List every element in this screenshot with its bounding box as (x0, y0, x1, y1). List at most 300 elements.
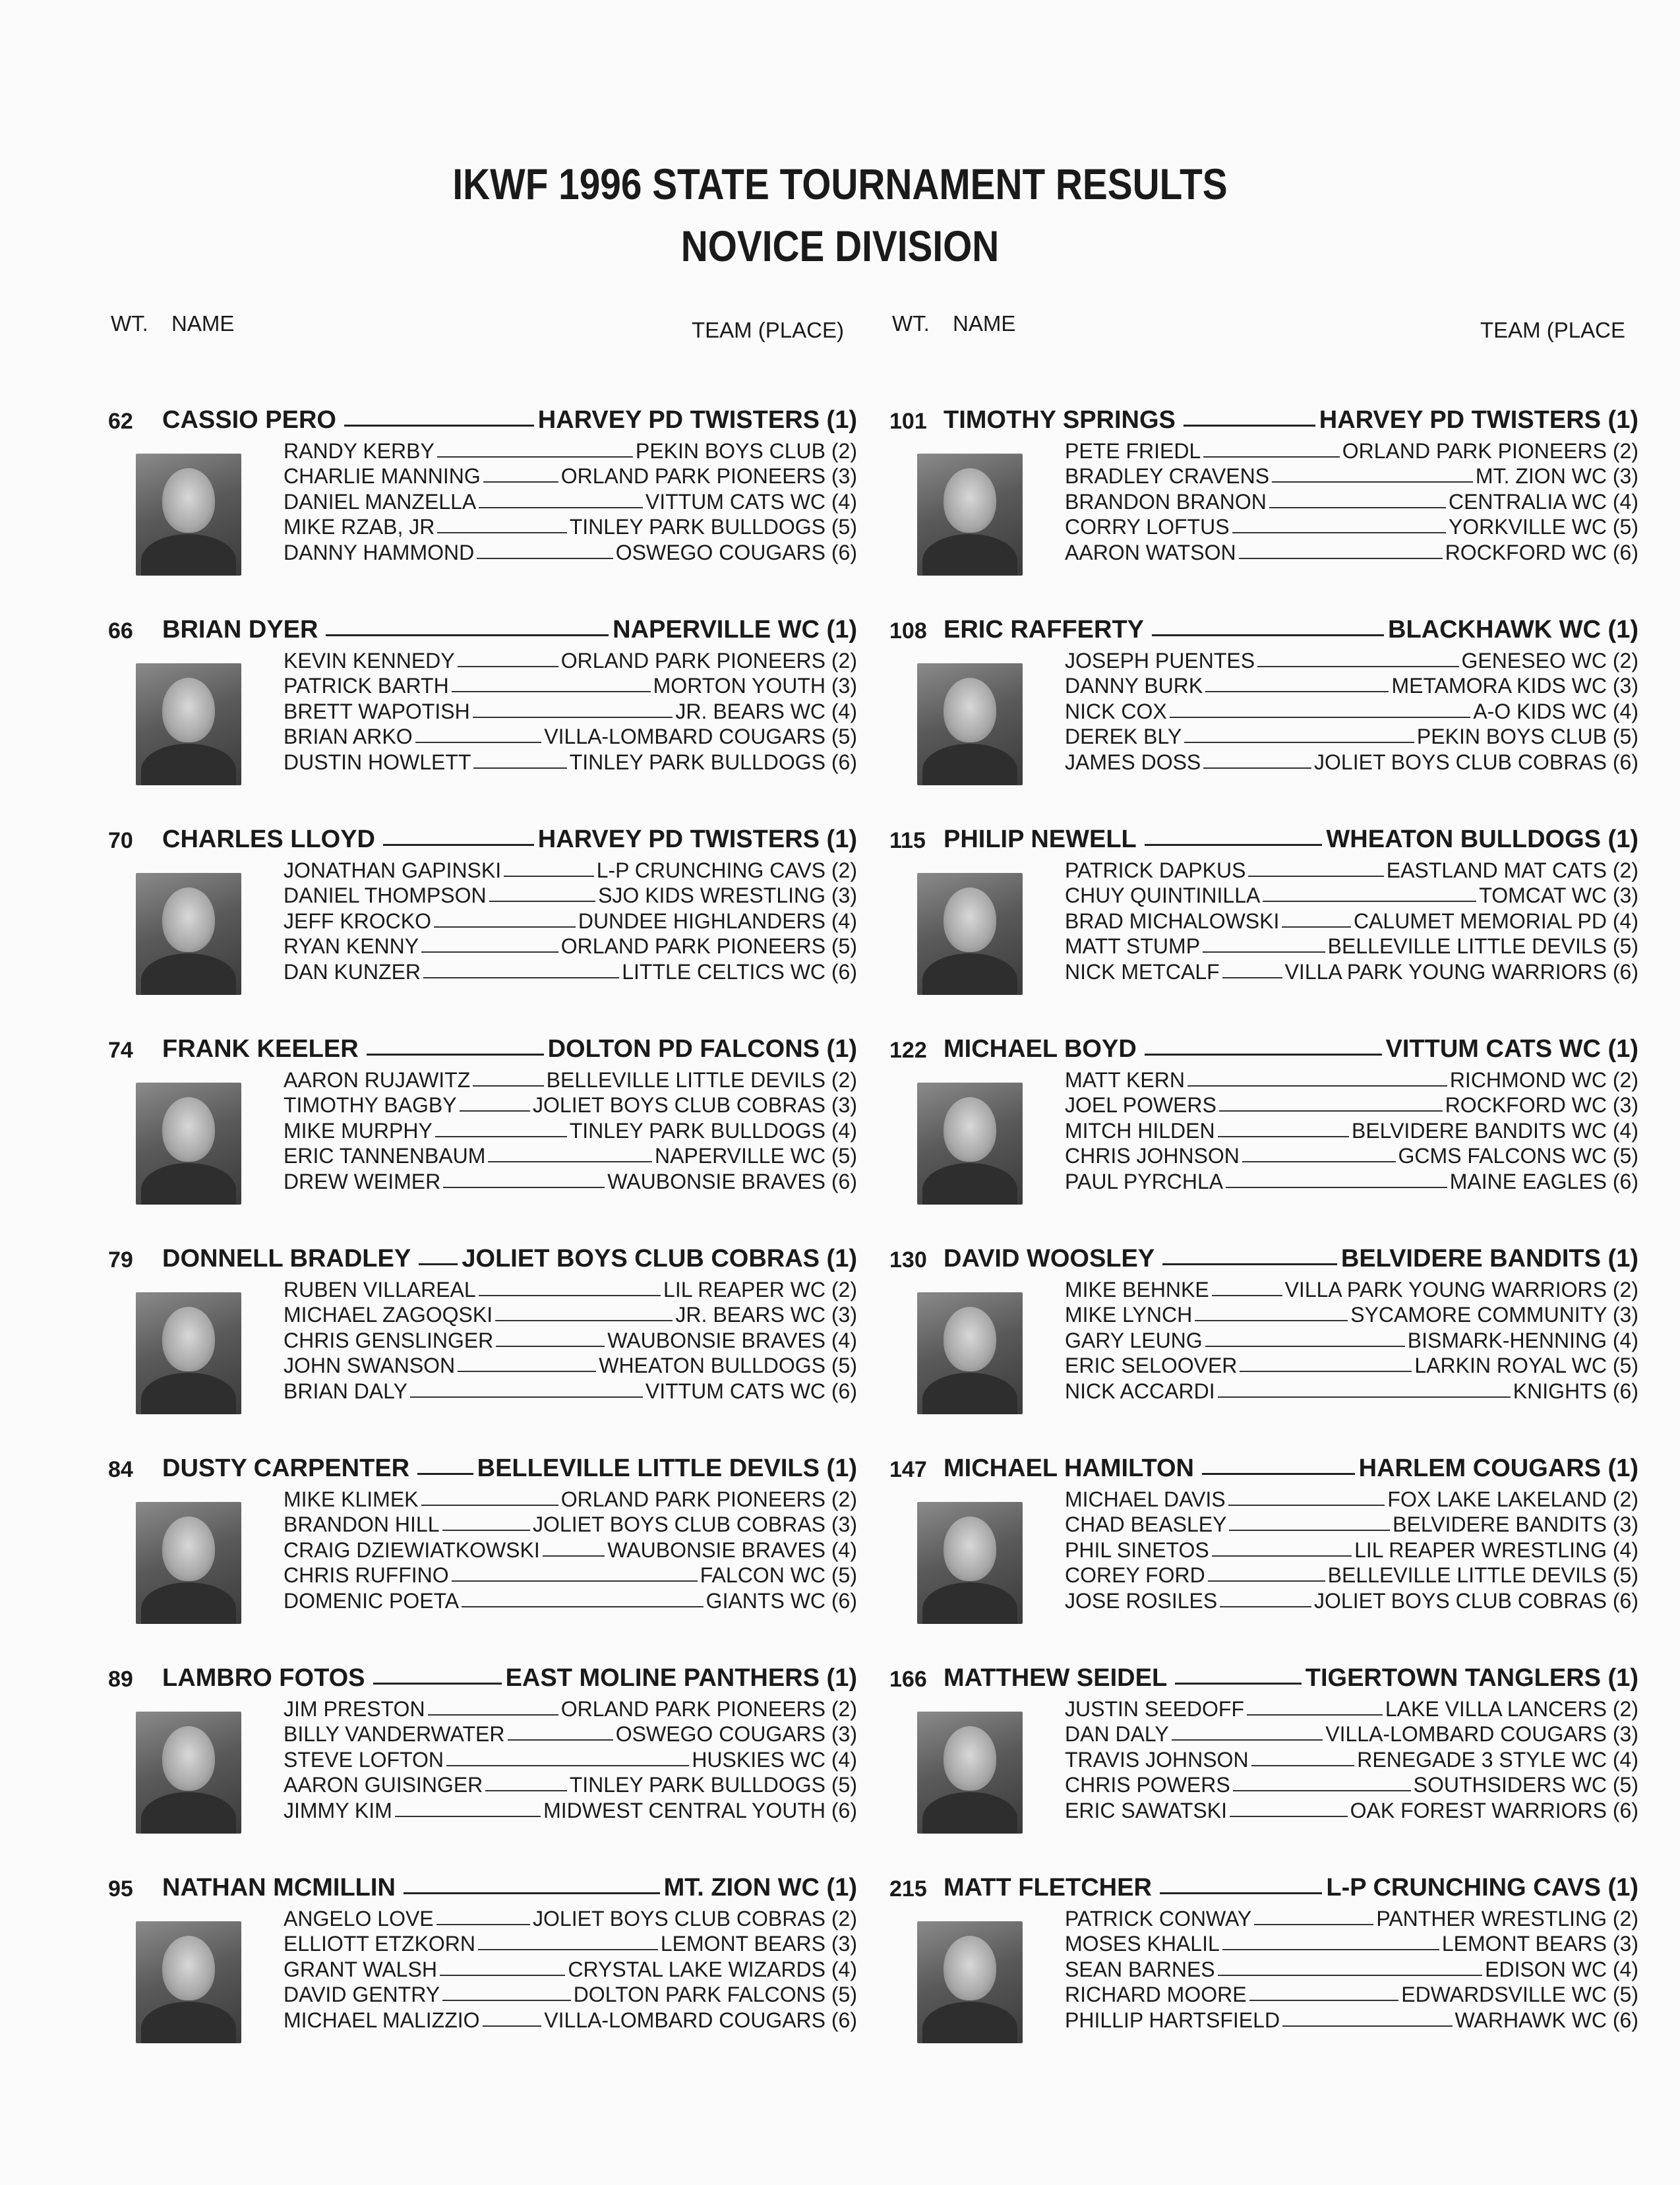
weight-label: 62 (108, 409, 133, 434)
weight-class-block (887, 344, 1638, 564)
leader-line (326, 634, 609, 636)
placings-list (1065, 1905, 1638, 2033)
team-place: TOMCAT WC (3) (1479, 883, 1638, 907)
placings-list (284, 1486, 857, 1613)
placing-row (284, 1747, 857, 1772)
team-place: GENESEO WC (2) (1461, 648, 1638, 673)
placing-row (1065, 1118, 1638, 1143)
wrestler-name: RICHARD MOORE (1065, 1983, 1247, 2006)
team-place: JOLIET BOYS CLUB COBRAS (3) (533, 1512, 857, 1536)
wrestler-name: BRANDON BRANON (1065, 489, 1267, 514)
leader-line (344, 425, 534, 427)
team-place: METAMORA KIDS WC (3) (1391, 674, 1638, 698)
wrestler-name: ERIC TANNENBAUM (284, 1144, 486, 1168)
team-place: VITTUM CATS WC (6) (645, 1379, 857, 1403)
leader-line (1203, 951, 1325, 953)
weight-class-block (105, 1183, 857, 1403)
leader-line (1170, 717, 1471, 718)
wrestler-name: CHRIS JOHNSON (1065, 1144, 1240, 1168)
wrestler-name: JONATHAN GAPINSKI (284, 858, 502, 882)
weight-label: 95 (108, 1876, 133, 1901)
wrestler-name: CHUY QUINTINILLA (1065, 883, 1261, 907)
leader-line (428, 1714, 558, 1716)
team-place: LIL REAPER WC (2) (663, 1277, 857, 1302)
weight-class-block (105, 1602, 857, 1822)
wrestler-name: NICK COX (1065, 699, 1167, 723)
weight-class-block (105, 1812, 857, 2032)
weight-class-block (105, 344, 857, 564)
wrestler-name: PATRICK CONWAY (1065, 1906, 1252, 1931)
team-place: L-P CRUNCHING CAVS (2) (596, 858, 857, 882)
team-place: JR. BEARS WC (4) (675, 699, 857, 723)
team-place: OSWEGO COUGARS (6) (615, 540, 857, 564)
placing-row (284, 1118, 857, 1143)
weight-class-block (105, 1392, 857, 1613)
champion-name: PHILIP NEWELL (944, 825, 1137, 853)
champion-team: L-P CRUNCHING CAVS (1) (1326, 1874, 1638, 1901)
wrestler-name: JOHN SWANSON (284, 1354, 456, 1377)
team-place: BELLEVILLE LITTLE DEVILS (5) (1327, 1563, 1638, 1587)
weight-label: 89 (108, 1667, 133, 1692)
leader-line (479, 507, 643, 508)
champion-team: NAPERVILLE WC (1) (613, 616, 857, 644)
wrestler-name: MIKE RZAB, JR (284, 515, 435, 539)
photo-head-shape (162, 468, 215, 533)
wrestler-name: ERIC SELOOVER (1065, 1354, 1238, 1377)
wrestler-name: ERIC SAWATSKI (1065, 1798, 1227, 1822)
team-place: JR. BEARS WC (3) (675, 1303, 857, 1327)
champion-name: DAVID WOOSLEY (944, 1245, 1155, 1272)
placing-row (1065, 1905, 1638, 1931)
placing-row (1065, 908, 1638, 934)
photo-head-shape (162, 1307, 215, 1371)
weight-header: WT. (111, 311, 148, 336)
champion-line (887, 610, 1638, 644)
leader-line (1229, 1530, 1390, 1531)
placings-list (284, 647, 857, 775)
weight-class-block (887, 1183, 1638, 1403)
wrestler-name: BRANDON HILL (284, 1512, 440, 1536)
placing-row (284, 1956, 857, 1982)
photo-head-shape (162, 1097, 215, 1162)
champion-line (887, 1029, 1638, 1063)
leader-line (1272, 481, 1473, 483)
team-place: FALCON WC (5) (700, 1563, 857, 1587)
placing-row (1065, 1537, 1638, 1563)
champion-line (887, 1868, 1638, 1902)
team-place: TINLEY PARK BULLDOGS (5) (569, 515, 857, 539)
name-header: NAME (171, 311, 235, 336)
team-place: BELLEVILLE LITTLE DEVILS (5) (1327, 934, 1638, 958)
leader-line (1257, 666, 1458, 667)
leader-line (1218, 1136, 1349, 1137)
team-place: SYCAMORE COMMUNITY (3) (1350, 1303, 1638, 1327)
team-place: CRYSTAL LAKE WIZARDS (4) (568, 1957, 857, 1981)
name-header: NAME (953, 311, 1016, 336)
champion-line (105, 1029, 857, 1063)
wrestler-name: JAMES DOSS (1065, 750, 1201, 774)
wrestler-name: PETE FRIEDL (1065, 438, 1201, 463)
wrestler-name: ANGELO LOVE (284, 1906, 434, 1931)
left-results-column (105, 305, 857, 2032)
wrestler-name: DEREK BLY (1065, 725, 1182, 748)
team-place: LITTLE CELTICS WC (6) (622, 959, 857, 984)
placing-row (284, 883, 857, 909)
wrestler-name: MIKE BEHNKE (1065, 1277, 1209, 1302)
placing-row (1065, 1982, 1638, 2008)
placings-list (284, 1696, 857, 1823)
team-place: OSWEGO COUGARS (3) (615, 1722, 857, 1746)
leader-line (1218, 1975, 1482, 1976)
leader-line (435, 1136, 567, 1137)
wrestler-name: DANNY HAMMOND (284, 540, 475, 564)
photo-head-shape (944, 887, 996, 952)
weight-class-block (887, 1602, 1638, 1822)
team-place: VILLA-LOMBARD COUGARS (5) (544, 725, 857, 748)
placings-list (1065, 1486, 1638, 1613)
wrestler-name: BRIAN DALY (284, 1379, 407, 1403)
wrestler-name: AARON WATSON (1065, 540, 1236, 564)
champion-line (887, 1449, 1638, 1483)
wrestler-name: CHRIS GENSLINGER (284, 1328, 494, 1352)
champion-line (105, 1449, 857, 1483)
wrestler-name: CHAD BEASLEY (1065, 1512, 1227, 1536)
weight-label: 74 (108, 1038, 133, 1063)
weight-label: 108 (889, 618, 927, 644)
leader-line (1240, 1371, 1412, 1372)
placings-list (1065, 1067, 1638, 1194)
leader-line (1202, 1473, 1355, 1475)
placing-row (1065, 1327, 1638, 1353)
placing-row (284, 1143, 857, 1169)
leader-line (1172, 1739, 1323, 1741)
champion-team: BLACKHAWK WC (1) (1388, 616, 1638, 644)
placing-row (1065, 1512, 1638, 1538)
champion-name: TIMOTHY SPRINGS (944, 406, 1176, 434)
placing-row (1065, 647, 1638, 673)
leader-line (1219, 1110, 1443, 1112)
placing-row (284, 1537, 857, 1563)
weight-class-block (105, 973, 857, 1193)
champion-line (105, 1239, 857, 1273)
wrestler-name: JIM PRESTON (284, 1696, 425, 1721)
wrestler-name: BRAD MICHALOWSKI (1065, 909, 1280, 933)
leader-line (1222, 1949, 1439, 1950)
wrestler-name: MATT KERN (1065, 1067, 1185, 1092)
weight-label: 101 (889, 409, 927, 434)
photo-head-shape (944, 1936, 996, 2000)
leader-line (543, 1555, 605, 1557)
placing-row (1065, 1747, 1638, 1772)
team-place: SOUTHSIDERS WC (5) (1413, 1773, 1638, 1797)
weight-label: 215 (889, 1876, 927, 1901)
wrestler-name: DAVID GENTRY (284, 1983, 440, 2006)
team-place: SJO KIDS WRESTLING (3) (598, 883, 857, 907)
photo-body-shape (141, 2002, 236, 2043)
champion-team: VITTUM CATS WC (1) (1385, 1035, 1638, 1063)
placing-row (1065, 1931, 1638, 1957)
photo-head-shape (944, 1097, 996, 1162)
leader-line (421, 1505, 558, 1506)
team-place: EDWARDSVILLE WC (5) (1401, 1983, 1638, 2006)
champion-name: BRIAN DYER (162, 616, 318, 644)
team-place: ROCKFORD WC (6) (1445, 540, 1638, 564)
wrestler-name: STEVE LOFTON (284, 1747, 444, 1772)
placing-row (1065, 514, 1638, 540)
leader-line (473, 1085, 543, 1087)
wrestler-name: DANIEL MANZELLA (284, 489, 477, 514)
placing-row (284, 1721, 857, 1747)
wrestler-name: CHRIS POWERS (1065, 1773, 1230, 1797)
title-line-2: NOVICE DIVISION (680, 222, 1000, 270)
champion-name: DONNELL BRADLEY (162, 1245, 411, 1272)
placing-row (284, 724, 857, 750)
team-place: ORLAND PARK PIONEERS (5) (560, 934, 857, 958)
leader-line (1195, 1320, 1348, 1321)
leader-line (1251, 1765, 1355, 1766)
wrestler-name: MIKE MURPHY (284, 1118, 433, 1143)
leader-line (452, 691, 651, 692)
champion-name: CASSIO PERO (162, 406, 336, 434)
wrestler-name: MICHAEL DAVIS (1065, 1487, 1226, 1511)
wrestler-name: GARY LEUNG (1065, 1328, 1203, 1352)
leader-line (1254, 1924, 1373, 1925)
champion-name: MICHAEL BOYD (944, 1035, 1137, 1063)
wrestler-name: CORRY LOFTUS (1065, 515, 1230, 539)
team-place: LEMONT BEARS (3) (1441, 1932, 1638, 1956)
photo-head-shape (162, 1726, 215, 1791)
team-place: GCMS FALCONS WC (5) (1398, 1144, 1638, 1168)
champion-photo (917, 1921, 1023, 2043)
team-place: LARKIN ROYAL WC (5) (1414, 1354, 1638, 1377)
leader-line (508, 1739, 613, 1741)
placings-list (284, 1905, 857, 2033)
wrestler-name: AARON RUJAWITZ (284, 1067, 471, 1092)
champion-name: ERIC RAFFERTY (944, 616, 1144, 644)
leader-line (1242, 1161, 1396, 1162)
placing-row (284, 438, 857, 464)
photo-head-shape (162, 1516, 215, 1581)
weight-class-block (887, 1392, 1638, 1613)
placing-row (1065, 1353, 1638, 1379)
team-place: PEKIN BOYS CLUB (2) (635, 438, 857, 463)
champion-line (887, 1658, 1638, 1692)
leader-line (452, 1580, 698, 1582)
wrestler-name: RYAN KENNY (284, 934, 419, 958)
wrestler-name: JOSEPH PUENTES (1065, 648, 1255, 673)
leader-line (1187, 1085, 1447, 1087)
wrestler-name: BRADLEY CRAVENS (1065, 464, 1270, 488)
leader-line (483, 481, 558, 483)
team-place: CENTRALIA WC (4) (1448, 489, 1638, 514)
team-place: LIL REAPER WRESTLING (4) (1354, 1538, 1638, 1562)
team-place: DUNDEE HIGHLANDERS (4) (578, 909, 857, 933)
placings-list (284, 438, 857, 565)
leader-line (489, 901, 595, 902)
weight-label: 79 (108, 1247, 133, 1272)
team-place: WAUBONSIE BRAVES (4) (607, 1538, 857, 1562)
placing-row (284, 1512, 857, 1538)
leader-line (1152, 634, 1384, 636)
champion-name: DUSTY CARPENTER (162, 1454, 410, 1482)
wrestler-name: DANNY BURK (1065, 674, 1203, 698)
team-place: RICHMOND WC (2) (1449, 1067, 1638, 1092)
placing-row (284, 1353, 857, 1379)
team-place: WAUBONSIE BRAVES (4) (607, 1328, 857, 1352)
champion-team: HARLEM COUGARS (1) (1358, 1454, 1638, 1482)
leader-line (1232, 532, 1446, 533)
wrestler-name: CHARLIE MANNING (284, 464, 481, 488)
leader-line (1212, 1555, 1352, 1557)
weight-label: 166 (889, 1667, 927, 1692)
leader-line (442, 1530, 531, 1531)
placing-row (284, 1276, 857, 1302)
champion-name: LAMBRO FOTOS (162, 1664, 365, 1692)
wrestler-name: JIMMY KIM (284, 1798, 392, 1822)
champion-line (105, 610, 857, 644)
team-place: ORLAND PARK PIONEERS (2) (560, 1487, 857, 1511)
team-place: PEKIN BOYS CLUB (5) (1416, 725, 1638, 748)
placing-row (1065, 1143, 1638, 1169)
weight-label: 130 (889, 1247, 927, 1272)
wrestler-name: JOEL POWERS (1065, 1093, 1216, 1117)
leader-line (442, 2000, 571, 2001)
champion-team: JOLIET BOYS CLUB COBRAS (1) (462, 1245, 857, 1272)
placing-row (1065, 1067, 1638, 1092)
wrestler-name: DANIEL THOMPSON (284, 883, 487, 907)
leader-line (437, 532, 566, 533)
team-place: MORTON YOUTH (3) (653, 674, 857, 698)
wrestler-name: BRIAN ARKO (284, 725, 413, 748)
leader-line (1247, 1714, 1383, 1716)
team-place: VILLA-LOMBARD COUGARS (6) (544, 2008, 857, 2032)
placings-list (1065, 647, 1638, 775)
leader-line (367, 1054, 544, 1056)
team-place: NAPERVILLE WC (5) (654, 1144, 857, 1168)
leader-line (1145, 1054, 1382, 1056)
leader-line (446, 1765, 689, 1766)
placing-row (284, 464, 857, 489)
champion-line (105, 1868, 857, 1902)
photo-head-shape (162, 887, 215, 952)
champion-line (105, 1658, 857, 1692)
team-place: TINLEY PARK BULLDOGS (5) (569, 1773, 857, 1797)
placing-row (284, 1327, 857, 1353)
wrestler-name: DOMENIC POETA (284, 1588, 460, 1613)
photo-head-shape (944, 1307, 996, 1371)
team-place: JOLIET BOYS CLUB COBRAS (6) (1314, 1588, 1638, 1613)
wrestler-name: JOSE ROSILES (1065, 1588, 1218, 1613)
champion-name: MICHAEL HAMILTON (944, 1454, 1194, 1482)
weight-class-block (887, 763, 1638, 984)
wrestler-name: PATRICK BARTH (284, 674, 449, 698)
placing-row (284, 1067, 857, 1092)
team-place: MIDWEST CENTRAL YOUTH (6) (543, 1798, 857, 1822)
weight-label: 115 (889, 828, 926, 853)
placing-row (1065, 464, 1638, 489)
photo-head-shape (944, 1516, 996, 1581)
team-place: JOLIET BOYS CLUB COBRAS (2) (533, 1906, 857, 1931)
weight-class-block (887, 973, 1638, 1193)
team-place: JOLIET BOYS CLUB COBRAS (3) (533, 1093, 857, 1117)
team-place: KNIGHTS (6) (1513, 1379, 1638, 1403)
wrestler-name: PATRICK DAPKUS (1065, 858, 1246, 882)
team-place: HUSKIES WC (4) (692, 1747, 857, 1772)
leader-line (488, 1161, 652, 1162)
wrestler-name: DREW WEIMER (284, 1169, 441, 1193)
weight-header: WT. (892, 311, 930, 336)
champion-team: EAST MOLINE PANTHERS (1) (505, 1664, 857, 1692)
team-place: LEMONT BEARS (3) (660, 1932, 857, 1956)
placing-row (1065, 1302, 1638, 1328)
champion-name: MATTHEW SEIDEL (944, 1664, 1168, 1692)
page-title (117, 153, 1562, 277)
champion-line (887, 1239, 1638, 1273)
weight-label: 84 (108, 1457, 133, 1482)
photo-head-shape (162, 678, 215, 742)
placing-row (284, 1905, 857, 1931)
leader-line (496, 1346, 605, 1347)
team-place: TINLEY PARK BULLDOGS (4) (569, 1118, 857, 1143)
team-place-header: TEAM (PLACE (1480, 318, 1625, 342)
leader-line (458, 666, 558, 667)
leader-line (1263, 901, 1476, 902)
leader-line (417, 1473, 473, 1475)
placing-row (1065, 724, 1638, 750)
wrestler-name: PHILLIP HARTSFIELD (1065, 2008, 1280, 2032)
leader-line (1205, 1346, 1405, 1347)
team-place: GIANTS WC (6) (705, 1588, 857, 1613)
team-place: ROCKFORD WC (3) (1445, 1093, 1638, 1117)
leader-line (504, 876, 594, 877)
leader-line (1248, 876, 1383, 877)
right-results-column (887, 305, 1638, 2032)
wrestler-name: RUBEN VILLAREAL (284, 1277, 476, 1302)
champion-line (887, 820, 1638, 854)
team-place: EDISON WC (4) (1485, 1957, 1638, 1981)
placing-row (1065, 1563, 1638, 1588)
champion-name: MATT FLETCHER (944, 1874, 1152, 1901)
leader-line (421, 951, 558, 953)
wrestler-name: JEFF KROCKO (284, 909, 432, 933)
placing-row (284, 489, 857, 514)
leader-line (479, 1295, 661, 1296)
weight-label: 66 (108, 618, 133, 644)
placing-row (1065, 1956, 1638, 1982)
placing-row (284, 1486, 857, 1512)
wrestler-name: DAN KUNZER (284, 959, 421, 984)
team-place: VITTUM CATS WC (4) (645, 489, 857, 514)
wrestler-name: DAN DALY (1065, 1722, 1169, 1746)
placings-list (1065, 1696, 1638, 1823)
team-place: BELVIDERE BANDITS WC (4) (1351, 1118, 1638, 1143)
weight-label: 147 (889, 1457, 927, 1482)
placing-row (284, 1092, 857, 1118)
team-place: CALUMET MEMORIAL PD (4) (1353, 909, 1638, 933)
team-place: WHEATON BULLDOGS (5) (599, 1354, 857, 1377)
leader-line (383, 844, 534, 846)
weight-class-block (887, 1812, 1638, 2032)
wrestler-name: TIMOTHY BAGBY (284, 1093, 457, 1117)
placing-row (284, 514, 857, 540)
champion-team: DOLTON PD FALCONS (1) (547, 1035, 857, 1063)
leader-line (1205, 691, 1389, 692)
wrestler-name: MIKE LYNCH (1065, 1303, 1193, 1327)
placings-list (1065, 438, 1638, 565)
photo-head-shape (162, 1936, 215, 2000)
wrestler-name: CHRIS RUFFINO (284, 1563, 449, 1587)
team-place: BELLEVILLE LITTLE DEVILS (2) (546, 1067, 857, 1092)
